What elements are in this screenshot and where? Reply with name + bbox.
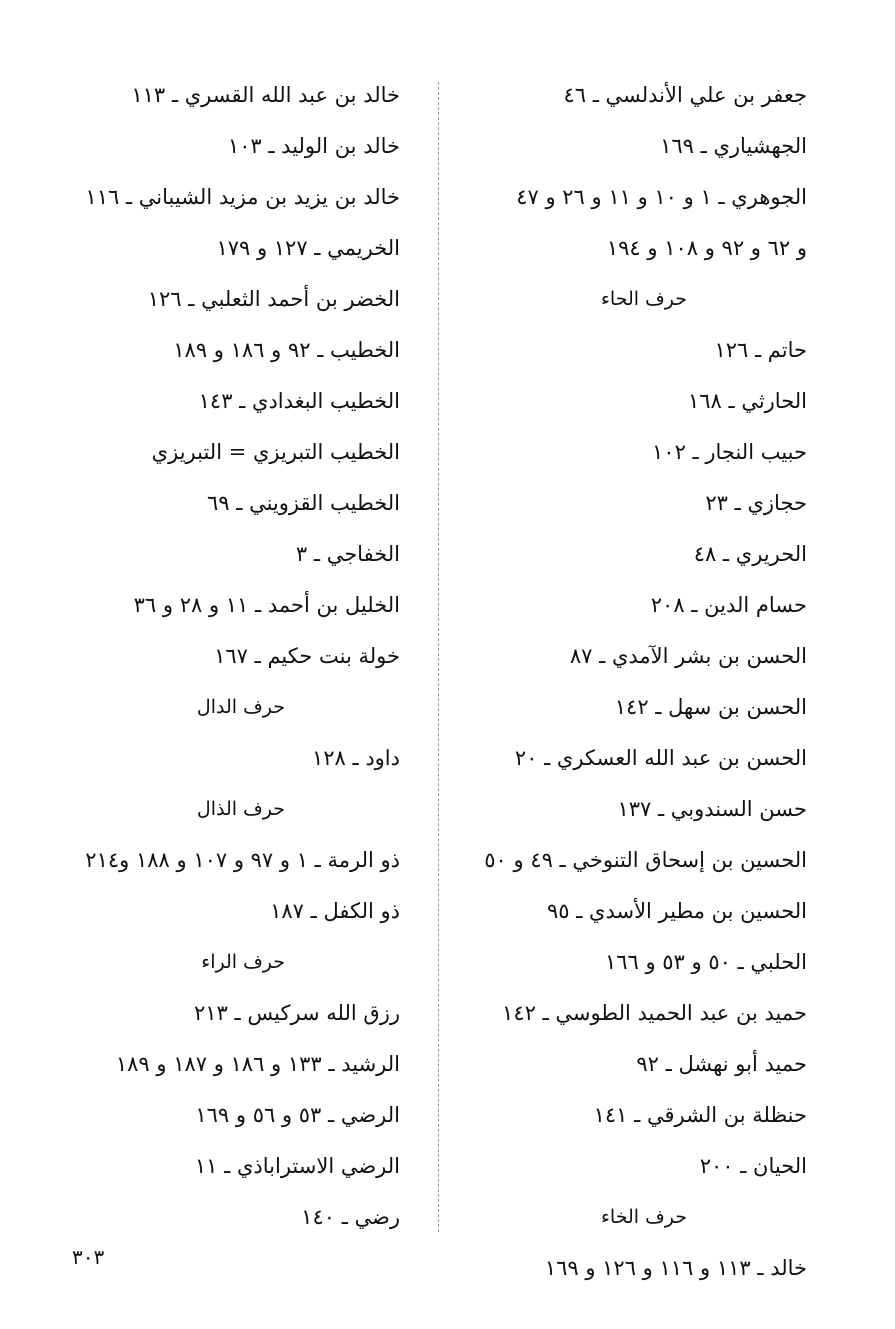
index-entry: حبيب النجار ـ ١٠٢ [652, 440, 807, 464]
index-entry: خولة بنت حكيم ـ ١٦٧ [214, 644, 400, 668]
index-entry: حنظلة بن الشرقي ـ ١٤١ [593, 1103, 807, 1127]
index-entry: الحلبي ـ ٥٠ و ٥٣ و ١٦٦ [604, 950, 807, 974]
section-heading: حرف الدال [196, 696, 285, 718]
section-heading: حرف الحاء [600, 288, 687, 310]
index-column-left [5, 70, 400, 1243]
index-entry: الحسين بن مطير الأسدي ـ ٩٥ [546, 899, 807, 923]
index-entry: الحيان ـ ٢٠٠ [699, 1154, 807, 1178]
index-entry: خالد بن يزيد بن مزيد الشيباني ـ ١١٦ [85, 185, 400, 209]
index-entry: داود ـ ١٢٨ [311, 746, 400, 770]
index-entry: الخطيب القزويني ـ ٦٩ [207, 491, 400, 515]
index-entry: الخليل بن أحمد ـ ١١ و ٢٨ و ٣٦ [133, 593, 400, 617]
index-entry: الحسن بن سهل ـ ١٤٢ [614, 695, 807, 719]
index-entry: حميد أبو نهشل ـ ٩٢ [636, 1052, 807, 1076]
index-entry: حسام الدين ـ ٢٠٨ [650, 593, 807, 617]
index-entry: حسن السندوبي ـ ١٣٧ [617, 797, 807, 821]
index-column-right [462, 70, 807, 1294]
section-heading: حرف الخاء [600, 1206, 687, 1228]
index-entry: خالد بن الوليد ـ ١٠٣ [227, 134, 400, 158]
index-entry: خالد ـ ١١٣ و ١١٦ و ١٢٦ و ١٦٩ [544, 1256, 807, 1280]
index-entry: الحريري ـ ٤٨ [693, 542, 807, 566]
index-entry: ذو الرمة ـ ١ و ٩٧ و ١٠٧ و ١٨٨ و٢١٤ [85, 848, 400, 872]
index-entry: خالد بن عبد الله القسري ـ ١١٣ [131, 83, 400, 107]
section-heading: حرف الراء [201, 951, 285, 973]
index-entry: رضي ـ ١٤٠ [301, 1205, 400, 1229]
index-entry: حميد بن عبد الحميد الطوسي ـ ١٤٢ [502, 1001, 807, 1025]
index-entry: الجوهري ـ ١ و ١٠ و ١١ و ٢٦ و ٤٧ [516, 185, 807, 209]
index-entry: الخطيب ـ ٩٢ و ١٨٦ و ١٨٩ [173, 338, 400, 362]
index-entry: الحارثي ـ ١٦٨ [687, 389, 807, 413]
index-entry: الرشيد ـ ١٣٣ و ١٨٦ و ١٨٧ و ١٨٩ [115, 1052, 400, 1076]
index-entry: حاتم ـ ١٢٦ [714, 338, 807, 362]
index-entry: و ٦٢ و ٩٢ و ١٠٨ و ١٩٤ [606, 236, 807, 260]
index-entry: جعفر بن علي الأندلسي ـ ٤٦ [563, 83, 807, 107]
index-entry: الرضي الاستراباذي ـ ١١ [194, 1154, 400, 1178]
index-entry: الخطيب البغدادي ـ ١٤٣ [198, 389, 400, 413]
index-entry: حجازي ـ ٢٣ [705, 491, 807, 515]
index-entry: الحسن بن عبد الله العسكري ـ ٢٠ [514, 746, 807, 770]
index-entry: رزق الله سركيس ـ ٢١٣ [193, 1001, 400, 1025]
page-number: ٣٠٣ [72, 1245, 105, 1269]
index-entry: الجهشياري ـ ١٦٩ [660, 134, 807, 158]
index-entry: الخضر بن أحمد الثعلبي ـ ١٢٦ [147, 287, 400, 311]
index-entry: الخفاجي ـ ٣ [295, 542, 400, 566]
index-entry: الحسن بن بشر الآمدي ـ ٨٧ [569, 644, 807, 668]
column-divider [438, 82, 439, 1232]
index-entry: الخطيب التبريزي = التبريزي [151, 440, 400, 464]
section-heading: حرف الذال [196, 798, 285, 820]
index-entry: الرضي ـ ٥٣ و ٥٦ و ١٦٩ [195, 1103, 400, 1127]
index-entry: الخريمي ـ ١٢٧ و ١٧٩ [216, 236, 400, 260]
index-entry: الحسين بن إسحاق التنوخي ـ ٤٩ و ٥٠ [484, 848, 807, 872]
index-entry: ذو الكفل ـ ١٨٧ [270, 899, 400, 923]
